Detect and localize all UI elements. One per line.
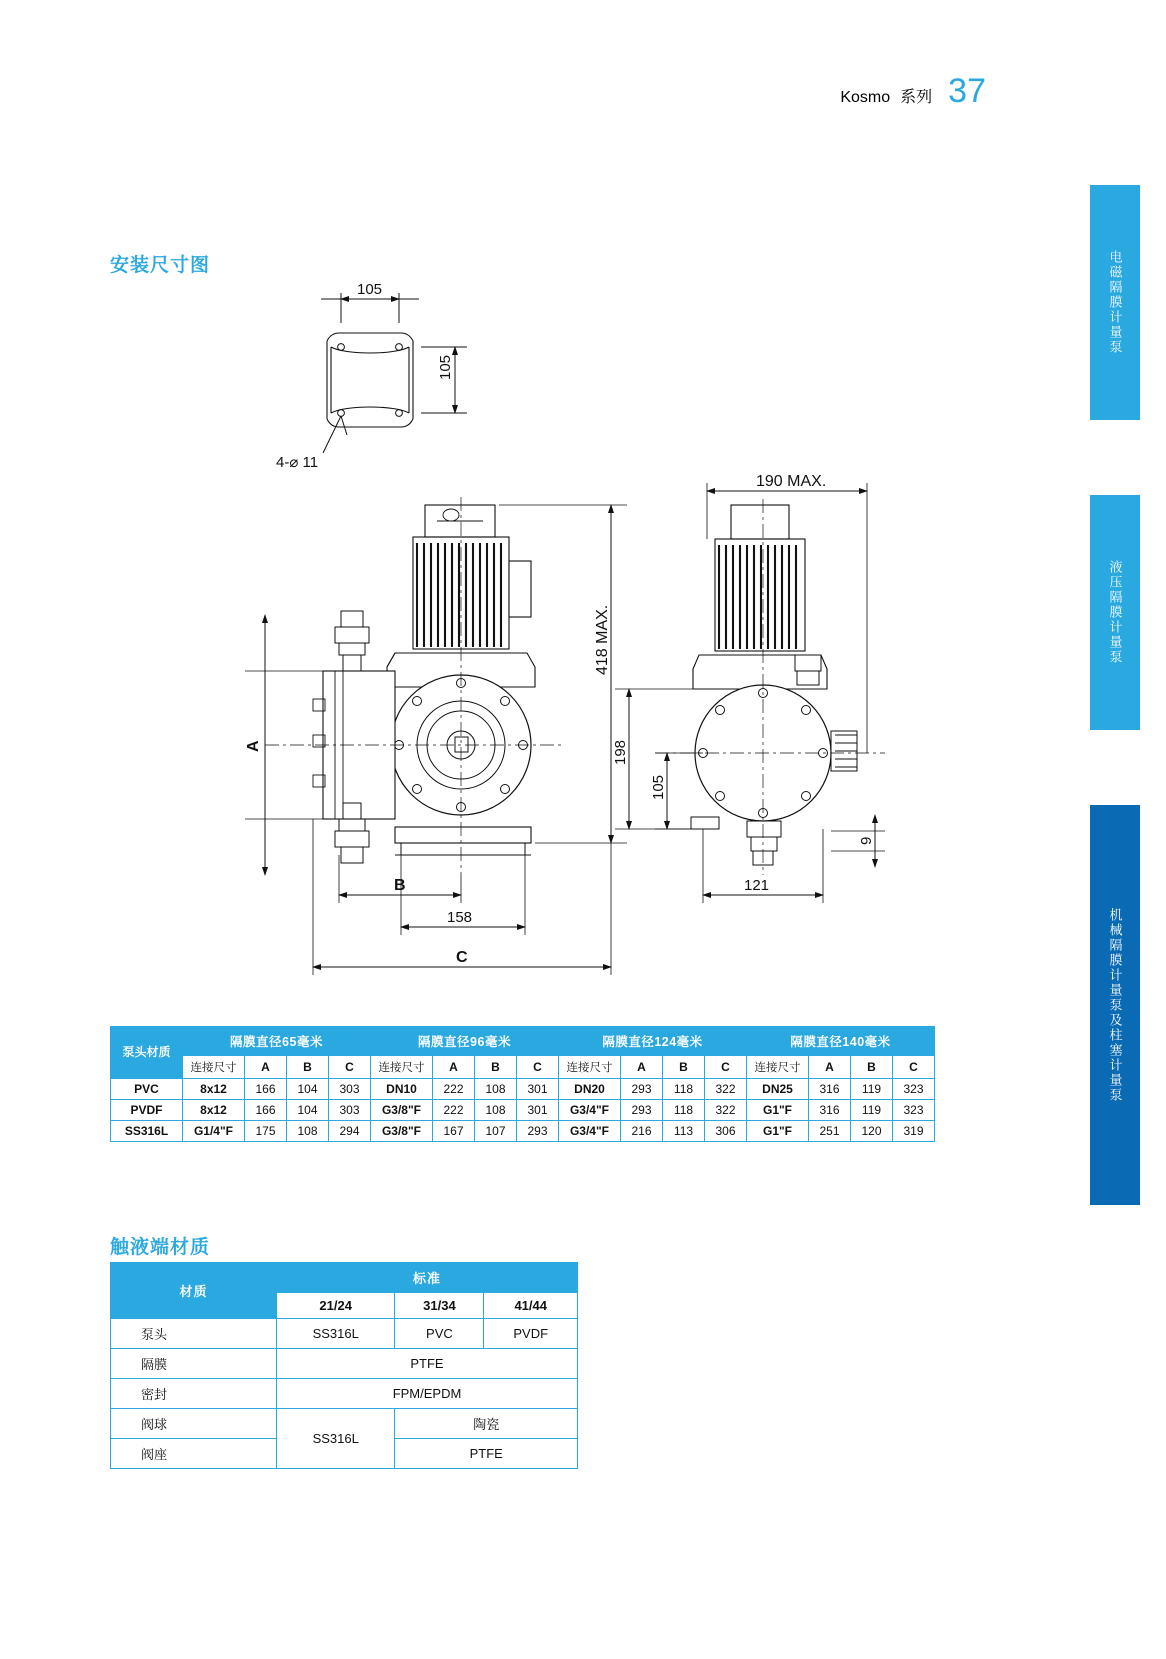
section-title-wetted-materials: 触液端材质: [110, 1237, 211, 1258]
dim-cell-65-a: 166: [245, 1100, 287, 1121]
dim-cell-65-a: 166: [245, 1079, 287, 1100]
dim-cell-140-a: 316: [809, 1079, 851, 1100]
dim-cell-65-a: 175: [245, 1121, 287, 1142]
dim-group-header-96: 隔膜直径96毫米: [371, 1027, 559, 1056]
dim-cell-65-c: 294: [329, 1121, 371, 1142]
dim-subheader-c-124: C: [705, 1056, 747, 1079]
brand-name: Kosmo: [840, 89, 891, 106]
wet-cell-pump-head-31-34: PVC: [395, 1319, 484, 1349]
wet-header-material: 材质: [111, 1263, 277, 1319]
dim-cell-65-b: 108: [287, 1121, 329, 1142]
dim-cell-124-a: 293: [621, 1079, 663, 1100]
side-tab-solenoid-diaphragm[interactable]: 电磁隔膜计量泵: [1090, 185, 1140, 420]
dim-cell-140-conn: G1"F: [747, 1100, 809, 1121]
dim-cell-96-a: 222: [433, 1079, 475, 1100]
dim-cell-96-conn: G3/8"F: [371, 1100, 433, 1121]
dim-row-material-pvc: PVC: [111, 1079, 183, 1100]
table-row: [111, 1409, 578, 1439]
dim-cell-124-b: 118: [663, 1079, 705, 1100]
dim-cell-140-conn: G1"F: [747, 1121, 809, 1142]
dim-cell-124-a: 293: [621, 1100, 663, 1121]
wet-row-label-pump-head: 泵头: [111, 1319, 277, 1349]
dim-label-side-width-max: 190 MAX.: [756, 473, 827, 490]
dim-group-header-65: 隔膜直径65毫米: [183, 1027, 371, 1056]
wet-cell-pump-head-41-44: PVDF: [484, 1319, 578, 1349]
side-tab-hydraulic-diaphragm[interactable]: 液压隔膜计量泵: [1090, 495, 1140, 730]
dim-cell-96-b: 107: [475, 1121, 517, 1142]
dim-cell-140-c: 323: [893, 1100, 935, 1121]
wetted-materials-table: [110, 1262, 578, 1469]
wet-subheader-41-44: 41/44: [484, 1293, 578, 1319]
dim-cell-65-conn: G1/4"F: [183, 1121, 245, 1142]
dim-label-121: 121: [744, 877, 770, 894]
wet-subheader-31-34: 31/34: [395, 1293, 484, 1319]
dim-label-side-105: 105: [650, 774, 667, 800]
table-row: [111, 1079, 935, 1100]
table-row: [111, 1121, 935, 1142]
dim-group-header-124: 隔膜直径124毫米: [559, 1027, 747, 1056]
installation-dimension-drawing: [95, 275, 925, 1005]
dim-cell-96-c: 301: [517, 1100, 559, 1121]
table-row: [111, 1379, 578, 1409]
dim-subheader-conn-65: 连接尺寸: [183, 1056, 245, 1079]
dim-subheader-c-65: C: [329, 1056, 371, 1079]
dim-group-header-140: 隔膜直径140毫米: [747, 1027, 935, 1056]
dim-subheader-a-124: A: [621, 1056, 663, 1079]
dim-label-c: C: [456, 949, 468, 966]
page-number: 37: [948, 72, 986, 110]
dim-subheader-b-140: B: [851, 1056, 893, 1079]
dim-subheader-b-65: B: [287, 1056, 329, 1079]
dim-cell-140-b: 119: [851, 1079, 893, 1100]
page-header: [840, 72, 986, 111]
dim-cell-65-conn: 8x12: [183, 1079, 245, 1100]
dim-cell-124-c: 322: [705, 1100, 747, 1121]
table-row: [111, 1319, 578, 1349]
dim-cell-140-a: 316: [809, 1100, 851, 1121]
dim-cell-65-b: 104: [287, 1100, 329, 1121]
wet-cell-ball-seat-21-24: SS316L: [277, 1409, 395, 1469]
dim-cell-140-conn: DN25: [747, 1079, 809, 1100]
wet-cell-diaphragm-all: PTFE: [277, 1349, 578, 1379]
dim-cell-96-b: 108: [475, 1079, 517, 1100]
dim-label-9: 9: [858, 836, 875, 845]
dim-subheader-a-140: A: [809, 1056, 851, 1079]
dim-cell-96-a: 167: [433, 1121, 475, 1142]
corner-header-text: 泵头材质: [122, 1044, 171, 1059]
dim-subheader-conn-140: 连接尺寸: [747, 1056, 809, 1079]
dim-cell-96-c: 301: [517, 1079, 559, 1100]
dim-cell-65-b: 104: [287, 1079, 329, 1100]
wet-row-label-ball: 阀球: [111, 1409, 277, 1439]
dim-cell-96-c: 293: [517, 1121, 559, 1142]
dim-cell-124-conn: G3/4"F: [559, 1121, 621, 1142]
dim-subheader-c-140: C: [893, 1056, 935, 1079]
dim-subheader-c-96: C: [517, 1056, 559, 1079]
dim-label-hole-note: 4-⌀ 11: [276, 454, 319, 471]
dim-cell-124-conn: DN20: [559, 1079, 621, 1100]
table-row: [111, 1027, 935, 1056]
dim-subheader-a-96: A: [433, 1056, 475, 1079]
dim-cell-124-conn: G3/4"F: [559, 1100, 621, 1121]
dim-cell-96-b: 108: [475, 1100, 517, 1121]
section-title-installation: 安装尺寸图: [110, 255, 211, 276]
dim-subheader-b-124: B: [663, 1056, 705, 1079]
table-row: [111, 1056, 935, 1079]
dim-subheader-conn-124: 连接尺寸: [559, 1056, 621, 1079]
wet-row-label-seal: 密封: [111, 1379, 277, 1409]
dim-row-material-ss316l: SS316L: [111, 1121, 183, 1142]
dim-subheader-conn-96: 连接尺寸: [371, 1056, 433, 1079]
dim-label-a: A: [245, 740, 262, 752]
dim-cell-124-b: 113: [663, 1121, 705, 1142]
dim-cell-96-conn: DN10: [371, 1079, 433, 1100]
dim-label-height-max: 418 MAX.: [594, 604, 611, 675]
dim-cell-124-a: 216: [621, 1121, 663, 1142]
wet-subheader-21-24: 21/24: [277, 1293, 395, 1319]
dim-table-corner-header: [111, 1027, 183, 1079]
dim-subheader-b-96: B: [475, 1056, 517, 1079]
dim-cell-140-c: 319: [893, 1121, 935, 1142]
wet-header-standard: 标准: [277, 1263, 578, 1293]
wet-row-label-seat: 阀座: [111, 1439, 277, 1469]
side-tab-mechanical-diaphragm[interactable]: 机械隔膜计量泵及柱塞计量泵: [1090, 805, 1140, 1205]
series-label: 系列: [900, 89, 933, 106]
dim-cell-96-a: 222: [433, 1100, 475, 1121]
wet-row-label-diaphragm: 隔膜: [111, 1349, 277, 1379]
dim-cell-65-conn: 8x12: [183, 1100, 245, 1121]
dim-cell-140-c: 323: [893, 1079, 935, 1100]
dim-subheader-a-65: A: [245, 1056, 287, 1079]
dim-cell-124-c: 322: [705, 1079, 747, 1100]
table-row: [111, 1349, 578, 1379]
dim-label-top-width: 105: [357, 281, 383, 298]
wet-cell-seat-rest: PTFE: [395, 1439, 578, 1469]
side-tab-strip: [1090, 185, 1140, 1211]
dim-row-material-pvdf: PVDF: [111, 1100, 183, 1121]
dim-cell-65-c: 303: [329, 1079, 371, 1100]
dim-cell-124-b: 118: [663, 1100, 705, 1121]
dim-label-top-height: 105: [437, 354, 454, 380]
wet-cell-ball-rest: 陶瓷: [395, 1409, 578, 1439]
dim-cell-140-b: 119: [851, 1100, 893, 1121]
dim-cell-140-b: 120: [851, 1121, 893, 1142]
wet-cell-pump-head-21-24: SS316L: [277, 1319, 395, 1349]
dim-cell-124-c: 306: [705, 1121, 747, 1142]
dim-cell-140-a: 251: [809, 1121, 851, 1142]
dim-label-b: B: [394, 877, 406, 894]
dim-cell-65-c: 303: [329, 1100, 371, 1121]
dim-cell-96-conn: G3/8"F: [371, 1121, 433, 1142]
dimension-table: [110, 1026, 935, 1142]
wet-cell-seal-all: FPM/EPDM: [277, 1379, 578, 1409]
dim-label-198: 198: [612, 739, 629, 765]
dim-label-158: 158: [447, 909, 473, 926]
table-row: [111, 1263, 578, 1293]
table-row: [111, 1100, 935, 1121]
